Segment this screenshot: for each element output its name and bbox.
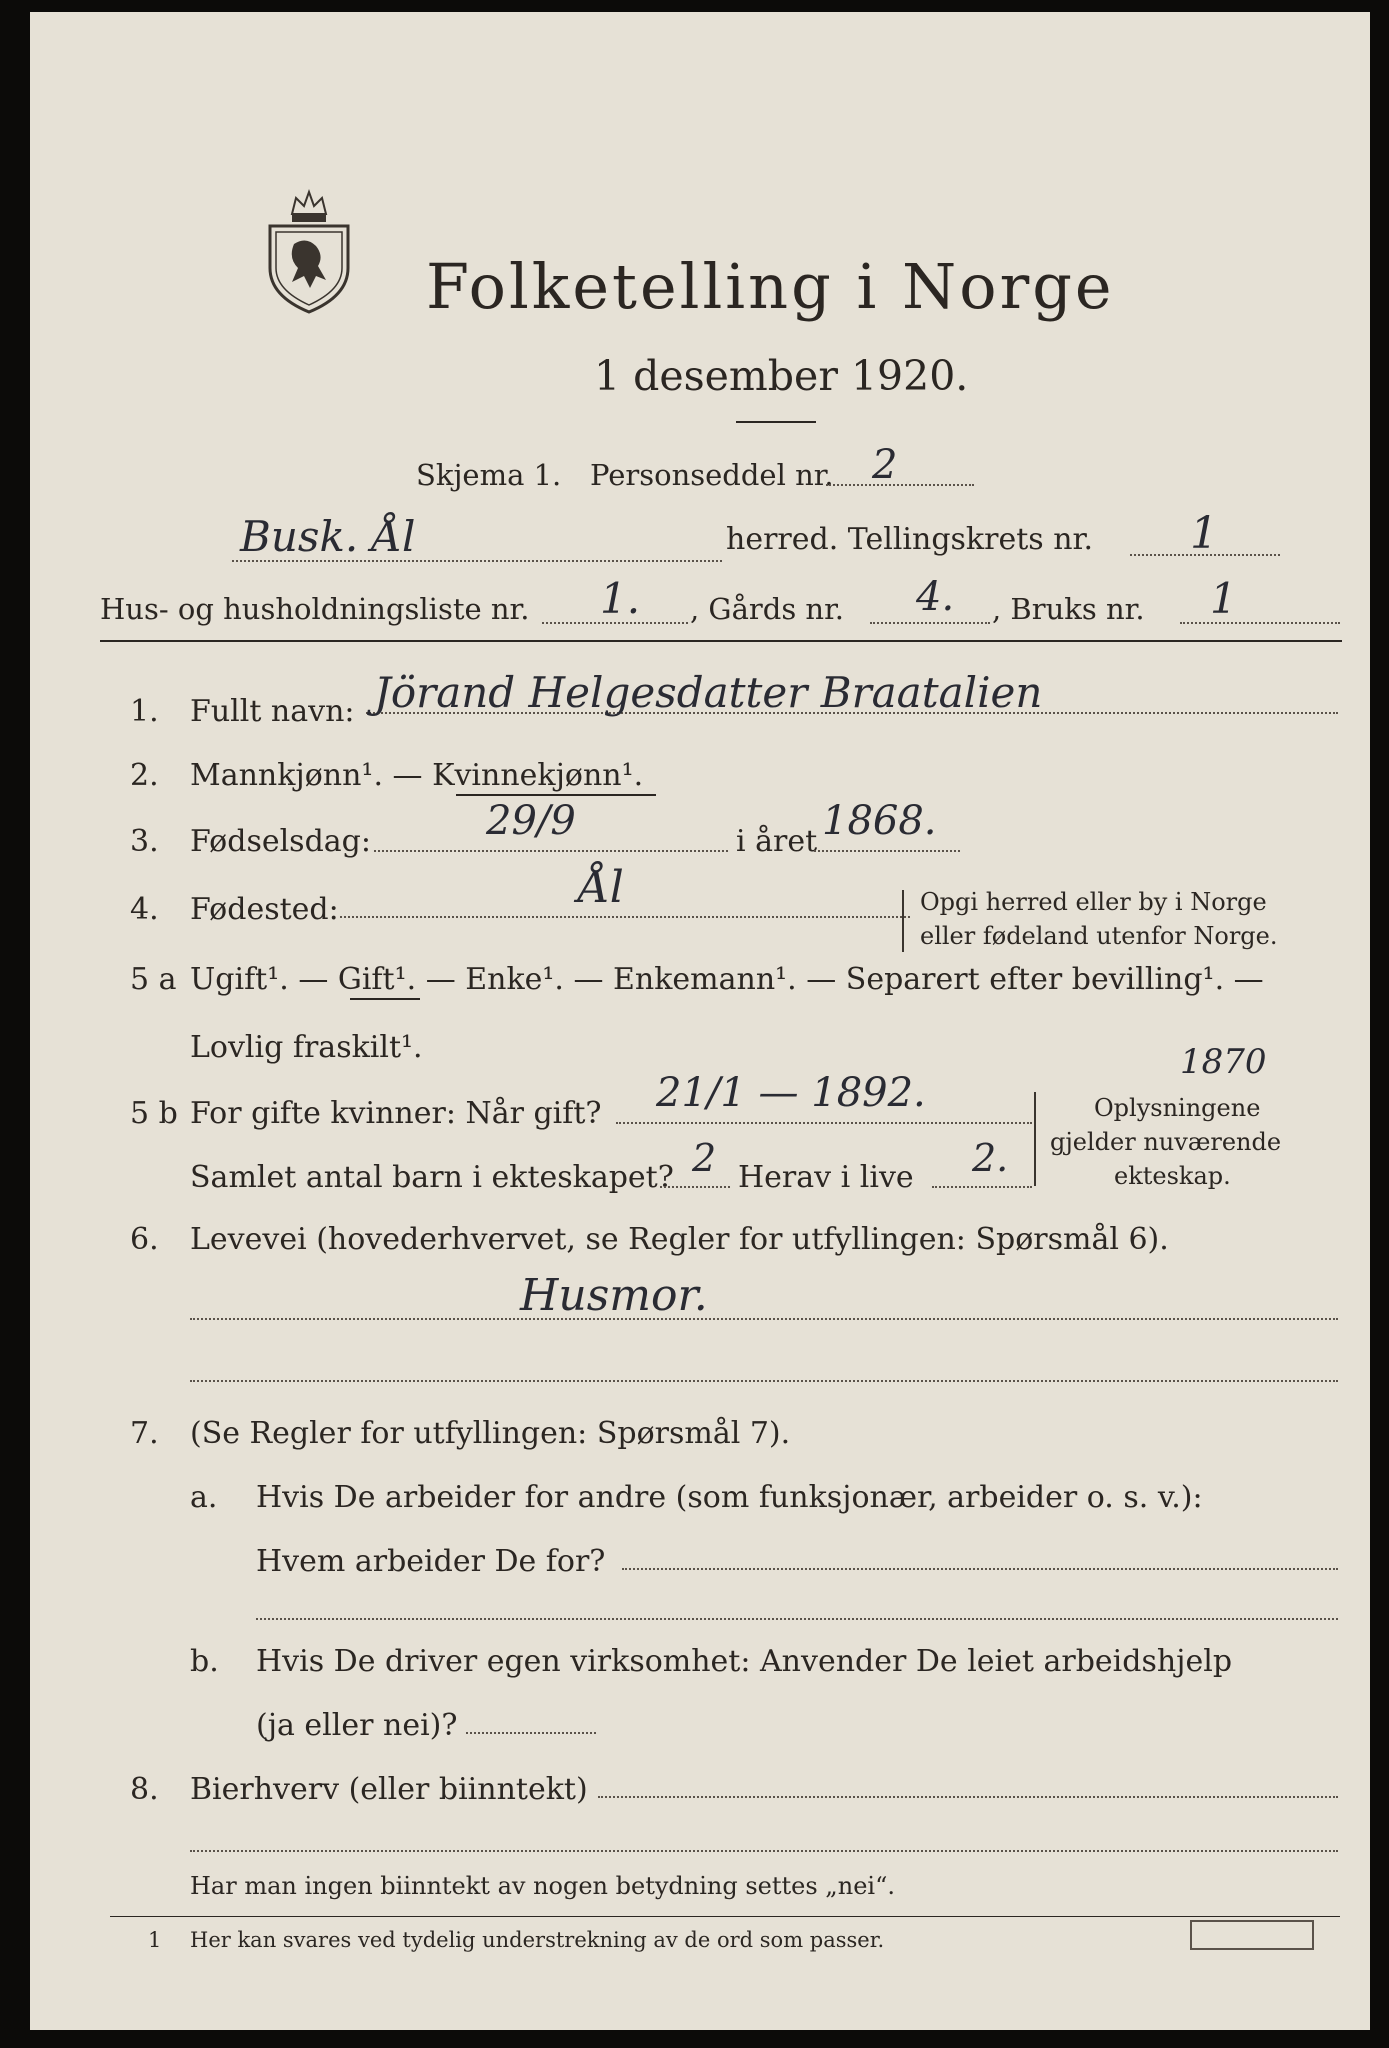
bruks-field-line [1180,622,1340,624]
q5b-margin-note: 1870 [1180,1042,1267,1082]
q3-label: Fødselsdag: [190,824,371,859]
q3-year-value: 1868. [822,798,937,844]
q4-note-bracket [902,890,904,952]
q7a-text2: Hvem arbeider De for? [256,1544,606,1579]
gards-value: 4. [916,574,955,620]
footnote-number: 1 [148,1928,162,1952]
q4-label: Fødested: [190,892,339,927]
q3-number: 3. [130,824,159,859]
q5b-children-value: 2 [692,1136,717,1180]
q8-number: 8. [130,1772,159,1807]
q7a-text: Hvis De arbeider for andre (som funksjonær, arbeider o. s. v.): [256,1480,1203,1515]
q5b-field-line [616,1122,1032,1124]
q2-gender-options: Mannkjønn¹. — Kvinnekjønn¹. [190,758,644,793]
q4-note-line2: eller fødeland utenfor Norge. [920,922,1278,950]
personseddel-label: Personseddel nr. [590,458,834,492]
form-title: Folketelling i Norge [426,250,1115,323]
q3-field-line [374,850,728,852]
q1-full-name-value: Jörand Helgesdatter Braatalien [374,668,1043,717]
census-form-sheet [30,12,1370,2030]
footnote-text: Her kan svares ved tydelig understrekning av de ord som passer. [190,1928,885,1952]
q6-occupation-value: Husmor. [520,1270,708,1321]
census-date: 1 desember 1920. [594,352,969,400]
footer-separator [110,1916,1340,1917]
q5b-number: 5 b [130,1096,178,1131]
q8-field-line-2 [190,1850,1338,1852]
q5b-married-value: 21/1 — 1892. [656,1070,926,1116]
q3-year-label: i året [736,824,818,859]
q3-birthday-value: 29/9 [486,798,576,844]
tellingskrets-value: 1 [1190,508,1218,559]
q2-underline-kvinnekjonn [456,794,656,796]
q5b-note-line1: Oplysningene [1094,1094,1261,1122]
husholdningsliste-value: 1. [600,574,641,623]
q7b-letter: b. [190,1644,219,1679]
q7-number: 7. [130,1416,159,1451]
q7a-letter: a. [190,1480,218,1515]
title-divider [736,421,816,423]
personseddel-value: 2 [872,442,898,488]
q5b-alive-value: 2. [972,1136,1009,1180]
q7b-text2: (ja eller nei)? [256,1708,458,1743]
husholdningsliste-label: Hus- og husholdningsliste nr. [100,592,530,626]
q6-number: 6. [130,1222,159,1257]
q7-label: (Se Regler for utfyllingen: Spørsmål 7). [190,1416,791,1451]
q3-year-field-line [814,850,960,852]
q5a-underline-gift [350,998,420,1000]
herred-value: Busk. Ål [240,512,416,561]
printer-stamp-icon [1190,1920,1314,1950]
q7a-field-line-2 [256,1618,1338,1620]
gards-label: , Gårds nr. [690,592,844,626]
q5a-number: 5 a [130,962,177,997]
herred-label: herred. Tellingskrets nr. [726,522,1094,557]
footer-note: Har man ingen biinntekt av nogen betydning settes „nei“. [190,1872,895,1900]
q6-field-line-1 [190,1318,1338,1320]
header-separator [100,640,1342,642]
q4-field-line [340,916,910,918]
q6-field-line-2 [190,1380,1338,1382]
q4-note-line1: Opgi herred eller by i Norge [920,888,1267,916]
coat-of-arms-icon [262,184,356,316]
q7a-field-line-1 [622,1568,1338,1570]
q1-label: Fullt navn: [190,694,355,729]
q2-number: 2. [130,758,159,793]
personseddel-field-line [826,484,974,486]
bruks-label: , Bruks nr. [992,592,1145,626]
q5b-note-line3: ekteskap. [1114,1162,1231,1190]
q5b-note-bracket [1034,1092,1036,1186]
q5b-label: For gifte kvinner: Når gift? [190,1096,602,1131]
q8-label: Bierhverv (eller biinntekt) [190,1772,588,1807]
q7b-text: Hvis De driver egen virksomhet: Anvender De leiet arbeidshjelp [256,1644,1233,1679]
q7b-field-line [466,1732,596,1734]
gards-field-line [870,622,990,624]
q4-birthplace-value: Ål [578,862,624,913]
q6-label: Levevei (hovederhvervet, se Regler for utfyllingen: Spørsmål 6). [190,1222,1169,1257]
q8-field-line-1 [598,1796,1338,1798]
q5b-alive-label: Herav i live [738,1160,914,1195]
q5a-line2: Lovlig fraskilt¹. [190,1030,423,1065]
bruks-value: 1 [1210,574,1237,623]
q5b-note-line2: gjelder nuværende [1050,1128,1282,1156]
q5a-marital-options: Ugift¹. — Gift¹. — Enke¹. — Enkemann¹. — Separert efter bevilling¹. — [190,962,1264,997]
q5b-alive-field-line [932,1186,1032,1188]
q1-number: 1. [130,694,159,729]
q4-number: 4. [130,892,159,927]
skjema-label: Skjema 1. [416,458,562,492]
q5b-children-field-line [660,1186,730,1188]
q5b-children-label: Samlet antal barn i ekteskapet? [190,1160,674,1195]
